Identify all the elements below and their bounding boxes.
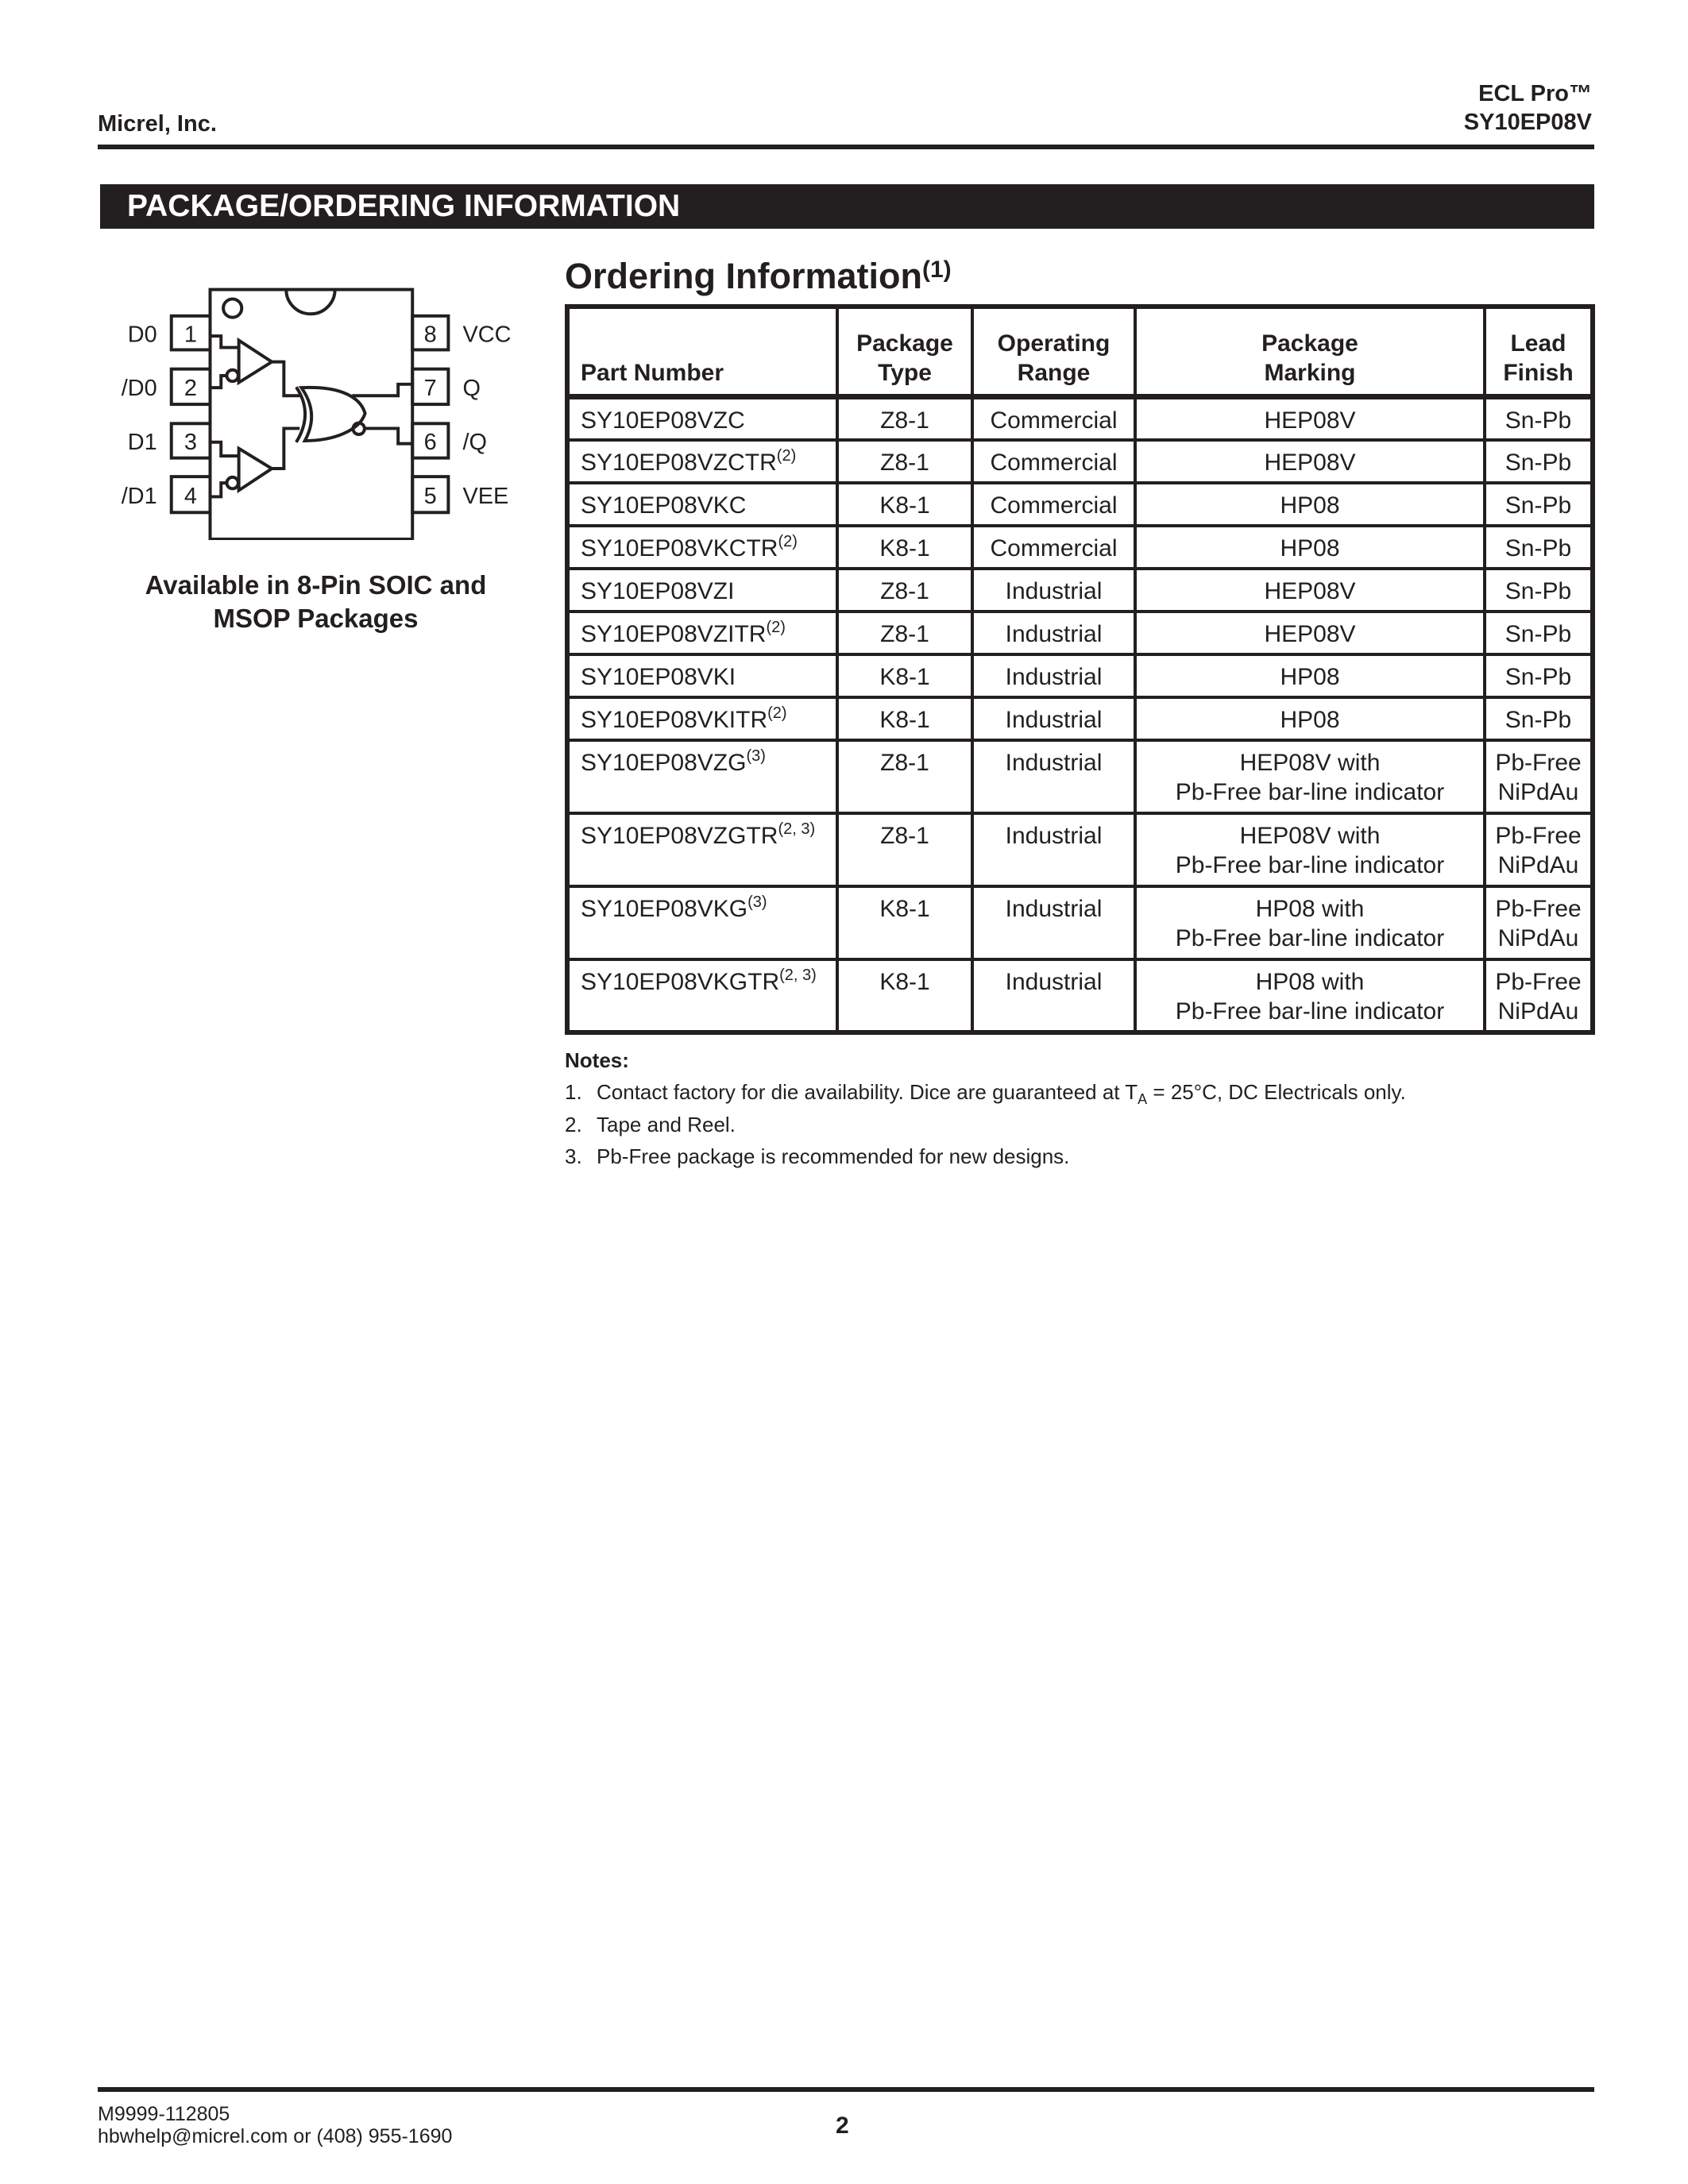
- ordering-title-note: (1): [922, 257, 952, 283]
- table-row: [567, 526, 1593, 569]
- inverter-bubble: [226, 370, 238, 381]
- package-marking: HEP08V with Pb-Free bar-line indicator: [1135, 740, 1485, 813]
- ordering-title: [565, 256, 952, 297]
- operating-range: Industrial: [972, 654, 1135, 697]
- pin-number: 4: [183, 484, 197, 510]
- lead-finish: Sn-Pb: [1485, 654, 1593, 697]
- package-marking: HEP08V: [1135, 440, 1485, 483]
- package-type: K8-1: [837, 959, 972, 1032]
- part-number: SY10EP08VZGTR$^{(2, 3)}$: [567, 813, 837, 886]
- col-package-type: Package Type: [837, 307, 972, 397]
- wire: [272, 428, 299, 469]
- part-number: SY10EP08VKC: [567, 483, 837, 526]
- table-header-row: [567, 307, 1593, 397]
- pinout-diagram: [95, 270, 540, 540]
- package-marking: HP08: [1135, 483, 1485, 526]
- package-type: Z8-1: [837, 397, 972, 440]
- lead-finish: Pb-Free NiPdAu: [1485, 813, 1593, 886]
- lead-finish: Sn-Pb: [1485, 483, 1593, 526]
- table-row: [567, 397, 1593, 440]
- package-type: Z8-1: [837, 612, 972, 654]
- col-operating-range: Operating Range: [972, 307, 1135, 397]
- lead-finish: Pb-Free NiPdAu: [1485, 740, 1593, 813]
- pin-number: 3: [183, 430, 197, 456]
- col-package-marking: Package Marking: [1135, 307, 1485, 397]
- operating-range: Industrial: [972, 886, 1135, 959]
- inverter-bubble: [226, 477, 238, 488]
- operating-range: Industrial: [972, 697, 1135, 740]
- part-number: SY10EP08VZITR$^{(2)}$: [567, 612, 837, 654]
- note-2: 2. Tape and Reel.: [565, 1112, 736, 1136]
- wire: [352, 384, 412, 396]
- wire: [272, 362, 299, 396]
- table-row: [567, 612, 1593, 654]
- table-row: [567, 483, 1593, 526]
- package-marking: HP08: [1135, 697, 1485, 740]
- product-family: ECL Pro™: [1478, 81, 1592, 106]
- table-row: [567, 440, 1593, 483]
- package-marking: HEP08V: [1135, 612, 1485, 654]
- part-number: SY10EP08VKG$^{(3)}$: [567, 886, 837, 959]
- table-row: [567, 654, 1593, 697]
- package-type: Z8-1: [837, 440, 972, 483]
- operating-range: Industrial: [972, 569, 1135, 612]
- wire: [365, 428, 413, 443]
- lead-finish: Sn-Pb: [1485, 697, 1593, 740]
- pin-number: 7: [423, 376, 437, 402]
- footer-info: [98, 2103, 452, 2147]
- caption-line: MSOP Packages: [213, 604, 419, 633]
- pin-number: 5: [423, 484, 437, 510]
- table-row: [567, 959, 1593, 1032]
- package-type: K8-1: [837, 526, 972, 569]
- table-row: [567, 697, 1593, 740]
- pin-name: D1: [127, 430, 157, 456]
- page-number: 2: [836, 2113, 849, 2139]
- lead-finish: Sn-Pb: [1485, 569, 1593, 612]
- package-type: K8-1: [837, 886, 972, 959]
- header-rule: [98, 145, 1594, 149]
- package-caption: [111, 569, 520, 635]
- doc-number: M9999-112805: [98, 2103, 230, 2125]
- operating-range: Commercial: [972, 483, 1135, 526]
- contact-info: hbwhelp@micrel.com or (408) 955-1690: [98, 2125, 453, 2147]
- pin-number: 2: [183, 376, 197, 402]
- company-name: Micrel, Inc.: [98, 111, 217, 137]
- operating-range: Industrial: [972, 740, 1135, 813]
- operating-range: Commercial: [972, 526, 1135, 569]
- note-3: 3. Pb-Free package is recommended for new designs.: [565, 1144, 1070, 1168]
- wire: [211, 442, 239, 456]
- col-lead-finish: Lead Finish: [1485, 307, 1593, 397]
- caption-line: Available in 8-Pin SOIC and: [145, 570, 487, 600]
- operating-range: Industrial: [972, 959, 1135, 1032]
- ordering-title-text: Ordering Information: [565, 256, 922, 296]
- pin-number: 8: [423, 322, 437, 348]
- header-right: [1464, 79, 1592, 137]
- table-row: [567, 886, 1593, 959]
- pin-name: Q: [462, 376, 481, 402]
- package-marking: HEP08V: [1135, 569, 1485, 612]
- pin-name: /D1: [121, 484, 157, 510]
- table-row: [567, 813, 1593, 886]
- lead-finish: Sn-Pb: [1485, 526, 1593, 569]
- col-part-number: Part Number: [567, 307, 837, 397]
- lead-finish: Pb-Free NiPdAu: [1485, 886, 1593, 959]
- package-type: K8-1: [837, 483, 972, 526]
- part-title: SY10EP08V: [1463, 110, 1592, 135]
- notes-heading: Notes:: [565, 1048, 629, 1072]
- package-type: Z8-1: [837, 740, 972, 813]
- table-row: [567, 569, 1593, 612]
- pin-number: 6: [423, 430, 437, 456]
- package-marking: HP08 with Pb-Free bar-line indicator: [1135, 959, 1485, 1032]
- package-marking: HP08: [1135, 526, 1485, 569]
- package-type: K8-1: [837, 697, 972, 740]
- part-number: SY10EP08VZG$^{(3)}$: [567, 740, 837, 813]
- pin-name: VCC: [462, 322, 512, 348]
- part-number: SY10EP08VKI: [567, 654, 837, 697]
- pin-name: /Q: [462, 430, 487, 456]
- package-type: Z8-1: [837, 569, 972, 612]
- operating-range: Commercial: [972, 397, 1135, 440]
- lead-finish: Sn-Pb: [1485, 440, 1593, 483]
- lead-finish: Pb-Free NiPdAu: [1485, 959, 1593, 1032]
- section-title: PACKAGE/ORDERING INFORMATION: [100, 184, 1594, 229]
- part-number: SY10EP08VKGTR$^{(2, 3)}$: [567, 959, 837, 1032]
- wire: [211, 336, 239, 347]
- pin-name: VEE: [462, 484, 509, 510]
- package-notch: [286, 290, 334, 314]
- pin-name: /D0: [121, 376, 157, 402]
- package-marking: HP08 with Pb-Free bar-line indicator: [1135, 886, 1485, 959]
- lead-finish: Sn-Pb: [1485, 612, 1593, 654]
- package-marking: HEP08V with Pb-Free bar-line indicator: [1135, 813, 1485, 886]
- part-number: SY10EP08VKCTR$^{(2)}$: [567, 526, 837, 569]
- operating-range: Commercial: [972, 440, 1135, 483]
- footer-rule: [98, 2087, 1594, 2092]
- buffer-0: [239, 341, 272, 383]
- pin1-indicator: [223, 299, 241, 318]
- part-number: SY10EP08VKITR$^{(2)}$: [567, 697, 837, 740]
- part-number: SY10EP08VZI: [567, 569, 837, 612]
- part-number: SY10EP08VZC: [567, 397, 837, 440]
- ordering-table: [565, 304, 1595, 1035]
- lead-finish: Sn-Pb: [1485, 397, 1593, 440]
- package-marking: HEP08V: [1135, 397, 1485, 440]
- pin-number: 1: [183, 322, 197, 348]
- part-number: SY10EP08VZCTR$^{(2)}$: [567, 440, 837, 483]
- operating-range: Industrial: [972, 612, 1135, 654]
- buffer-1: [239, 449, 272, 491]
- operating-range: Industrial: [972, 813, 1135, 886]
- package-marking: HP08: [1135, 654, 1485, 697]
- ordering-block: [565, 304, 1595, 1173]
- note-1: 1. Contact factory for die availability. Dice are guaranteed at $T_A = 25^\circ C$, DC Electricals only.: [565, 1080, 1406, 1108]
- package-type: Z8-1: [837, 813, 972, 886]
- package-type: K8-1: [837, 654, 972, 697]
- pin-name: D0: [127, 322, 157, 348]
- notes: [565, 1044, 1595, 1173]
- table-row: [567, 740, 1593, 813]
- wire: [211, 483, 227, 496]
- wire: [211, 376, 227, 388]
